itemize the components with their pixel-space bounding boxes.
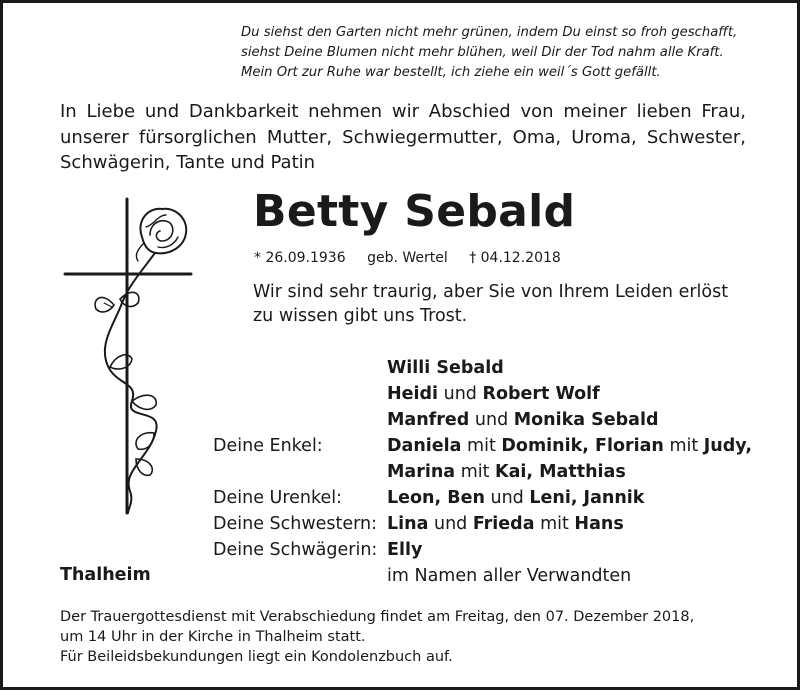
birth-date: * 26.09.1936 bbox=[254, 250, 346, 266]
maiden-name: geb. Wertel bbox=[367, 250, 448, 266]
mourner-name: Willi Sebald bbox=[387, 358, 504, 378]
mourner-row bbox=[3, 407, 797, 433]
mourner-name: Judy, bbox=[703, 436, 752, 456]
mourner-name: Marina bbox=[387, 462, 456, 482]
connector: und bbox=[438, 384, 483, 404]
death-date: † 04.12.2018 bbox=[469, 250, 561, 266]
mourner-row bbox=[3, 459, 797, 485]
mourner-name: Manfred bbox=[387, 410, 470, 430]
mourner-name: Hans bbox=[574, 514, 624, 534]
service-info bbox=[60, 607, 760, 667]
connector: mit bbox=[455, 462, 496, 482]
service-line: um 14 Uhr in der Kirche in Thalheim statt. bbox=[60, 629, 366, 645]
relatives-note: im Namen aller Verwandten bbox=[387, 566, 632, 586]
poem-line: siehst Deine Blumen nicht mehr blühen, weil Dir der Tod nahm alle Kraft. bbox=[241, 45, 724, 60]
condolence-text bbox=[253, 280, 773, 328]
intro-text: In Liebe und Dankbarkeit nehmen wir Abschied von meiner lieben Frau, unserer fürsorglichen Mutter, Schwiegermutter, Oma, Uroma, Schwester, Schwägerin, Tante und Patin bbox=[60, 101, 746, 173]
connector: und bbox=[484, 488, 530, 508]
mourner-row bbox=[3, 485, 797, 511]
relation-label: Deine Enkel: bbox=[213, 436, 323, 456]
mourner-name: Robert Wolf bbox=[482, 384, 600, 404]
deceased-name: Betty Sebald bbox=[253, 186, 576, 237]
mourner-row bbox=[3, 381, 797, 407]
mourner-name: Monika Sebald bbox=[513, 410, 659, 430]
mourner-name: Lina bbox=[387, 514, 429, 534]
connector: mit bbox=[461, 436, 502, 456]
poem-line: Mein Ort zur Ruhe war bestellt, ich ziehe ein weil´s Gott gefällt. bbox=[241, 65, 661, 80]
mourner-row bbox=[3, 433, 797, 459]
poem-line: Du siehst den Garten nicht mehr grünen, indem Du einst so froh geschafft, bbox=[241, 25, 738, 40]
connector: und bbox=[469, 410, 514, 430]
connector: mit bbox=[663, 436, 704, 456]
memorial-poem bbox=[241, 23, 786, 83]
service-line: Der Trauergottesdienst mit Verabschiedung findet am Freitag, den 07. Dezember 2018, bbox=[60, 609, 695, 625]
town-name: Thalheim bbox=[60, 565, 151, 585]
mourner-row bbox=[3, 355, 797, 381]
mourner-name: Frieda bbox=[472, 514, 535, 534]
connector: und bbox=[428, 514, 473, 534]
mourner-name: Leni, Jannik bbox=[529, 488, 645, 508]
life-dates bbox=[254, 249, 578, 267]
mourner-row bbox=[3, 537, 797, 563]
mourner-name: Elly bbox=[387, 540, 423, 560]
condolence-line: Wir sind sehr traurig, aber Sie von Ihrem Leiden erlöst bbox=[253, 282, 729, 302]
relation-label: Deine Schwestern: bbox=[213, 514, 378, 534]
mourner-name: Leon, Ben bbox=[387, 488, 485, 508]
mourner-name: Dominik, Florian bbox=[501, 436, 664, 456]
mourner-row bbox=[3, 511, 797, 537]
mourner-name: Daniela bbox=[387, 436, 462, 456]
condolence-line: zu wissen gibt uns Trost. bbox=[253, 306, 468, 326]
relation-label: Deine Urenkel: bbox=[213, 488, 343, 508]
service-line: Für Beileidsbekundungen liegt ein Kondolenzbuch auf. bbox=[60, 649, 453, 665]
connector: mit bbox=[534, 514, 575, 534]
mourner-name: Heidi bbox=[387, 384, 439, 404]
relation-label: Deine Schwägerin: bbox=[213, 540, 378, 560]
mourner-name: Kai, Matthias bbox=[495, 462, 626, 482]
